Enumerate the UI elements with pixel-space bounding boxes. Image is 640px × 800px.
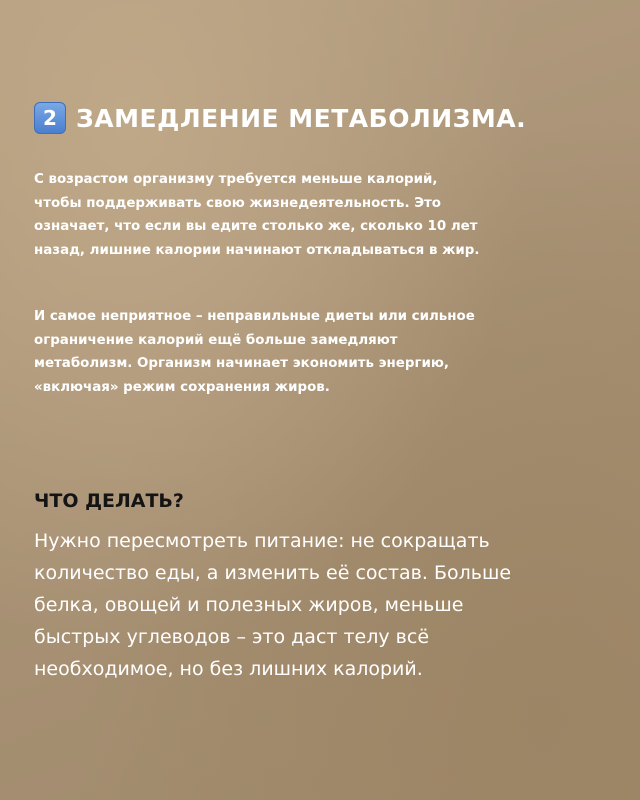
paragraph-1-line: С возрастом организму требуется меньше калорий, [34, 172, 438, 187]
paragraph-2-line: ограничение калорий ещё больше замедляют [34, 332, 398, 348]
question-heading: ЧТО ДЕЛАТЬ? [34, 490, 184, 512]
paragraph-2 [34, 305, 614, 399]
paragraph-2-line: «включая» режим сохранения жиров. [34, 379, 330, 395]
slide-title: ЗАМЕДЛЕНИЕ МЕТАБОЛИЗМА. [76, 103, 527, 133]
paragraph-1-line: чтобы поддерживать свою жизнедеятельность. Это [34, 195, 442, 211]
answer-line: быстрых углеводов – это даст телу всё [34, 626, 430, 648]
number-badge: 2 [34, 102, 66, 134]
answer-text [34, 525, 614, 685]
paragraph-1 [34, 168, 614, 262]
answer-line: необходимое, но без лишних калорий. [34, 658, 423, 680]
paragraph-2-line: И самое неприятное – неправильные диеты или сильное [34, 309, 475, 324]
paragraph-1-line: означает, что если вы едите столько же, сколько 10 лет [34, 219, 478, 234]
answer-line: Нужно пересмотреть питание: не сокращать [34, 530, 490, 552]
paragraph-2-line: метаболизм. Организм начинает экономить энергию, [34, 356, 449, 371]
paragraph-1-line: назад, лишние калории начинают откладываться в жир. [34, 242, 480, 258]
answer-line: белка, овощей и полезных жиров, меньше [34, 594, 464, 616]
answer-line: количество еды, а изменить её состав. Больше [34, 562, 512, 584]
title-row [34, 98, 614, 138]
